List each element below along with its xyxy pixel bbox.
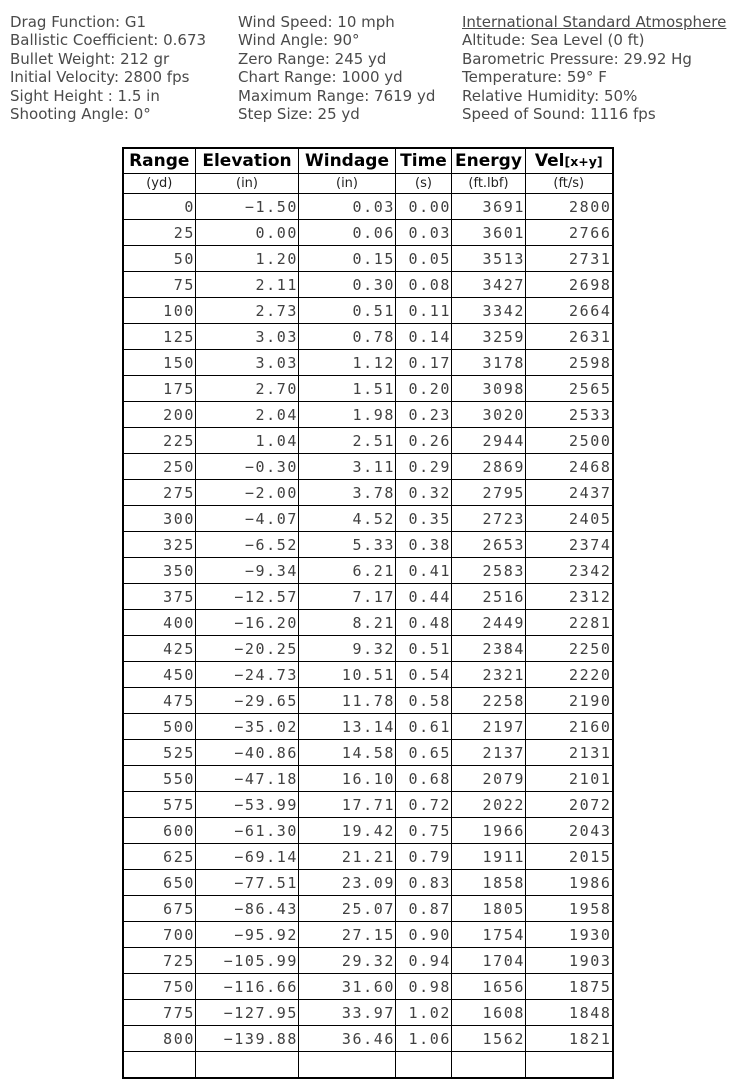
cell-time: 0.17 [396, 350, 452, 376]
cell-elevation: −77.51 [196, 870, 299, 896]
info-line: Wind Angle: 90° [238, 31, 360, 50]
cell-range: 175 [123, 376, 196, 402]
cell-time: 0.58 [396, 688, 452, 714]
table-header-row [123, 148, 613, 174]
cell-vel: 2101 [526, 766, 613, 792]
cell-time: 0.98 [396, 974, 452, 1000]
table-row [123, 1026, 613, 1052]
info-line: Wind Speed: 10 mph [238, 13, 395, 31]
cell-energy: 1704 [452, 948, 526, 974]
cell-time: 0.90 [396, 922, 452, 948]
cell-range: 450 [123, 662, 196, 688]
cell-energy: 1754 [452, 922, 526, 948]
cell-elevation: 1.20 [196, 246, 299, 272]
cell-windage: 2.51 [299, 428, 396, 454]
cell-range: 425 [123, 636, 196, 662]
cell-vel: 2731 [526, 246, 613, 272]
cell-elevation: 2.73 [196, 298, 299, 324]
cell-energy: 3427 [452, 272, 526, 298]
cell-energy: 2258 [452, 688, 526, 714]
cell-vel [526, 1052, 613, 1079]
cell-time: 1.02 [396, 1000, 452, 1026]
cell-energy: 3691 [452, 194, 526, 220]
info-line: Step Size: 25 yd [238, 105, 360, 124]
atmosphere-parameters [462, 13, 726, 123]
cell-energy: 2653 [452, 532, 526, 558]
table-row [123, 662, 613, 688]
cell-range: 400 [123, 610, 196, 636]
cell-range: 300 [123, 506, 196, 532]
cell-elevation: −40.86 [196, 740, 299, 766]
cell-energy: 1656 [452, 974, 526, 1000]
cell-time: 0.29 [396, 454, 452, 480]
cell-range: 600 [123, 818, 196, 844]
column-label: Energy [455, 151, 522, 171]
cell-vel: 2281 [526, 610, 613, 636]
table-units-row [123, 174, 613, 194]
cell-windage: 10.51 [299, 662, 396, 688]
cell-elevation: −139.88 [196, 1026, 299, 1052]
cell-time: 0.00 [396, 194, 452, 220]
cell-energy: 2583 [452, 558, 526, 584]
table-row [123, 272, 613, 298]
cell-energy: 2384 [452, 636, 526, 662]
cell-elevation: −0.30 [196, 454, 299, 480]
cell-elevation: −4.07 [196, 506, 299, 532]
cell-energy: 3178 [452, 350, 526, 376]
table-row [123, 766, 613, 792]
cell-elevation: −6.52 [196, 532, 299, 558]
cell-vel: 2631 [526, 324, 613, 350]
cell-energy: 2723 [452, 506, 526, 532]
column-header-vel [526, 148, 613, 174]
cell-vel: 2342 [526, 558, 613, 584]
cell-windage: 16.10 [299, 766, 396, 792]
cell-range: 50 [123, 246, 196, 272]
column-header-elevation [196, 148, 299, 174]
cell-elevation: −47.18 [196, 766, 299, 792]
column-unit-energy: (ft.lbf) [452, 174, 526, 194]
table-row [123, 636, 613, 662]
cell-vel: 2072 [526, 792, 613, 818]
cell-elevation: −61.30 [196, 818, 299, 844]
cell-energy: 2869 [452, 454, 526, 480]
cell-vel: 2043 [526, 818, 613, 844]
table-row-partial [123, 1052, 613, 1079]
cell-energy: 1562 [452, 1026, 526, 1052]
cell-time: 0.65 [396, 740, 452, 766]
info-line: Maximum Range: 7619 yd [238, 86, 436, 105]
table-row [123, 376, 613, 402]
column-header-range [123, 148, 196, 174]
cell-elevation [196, 1052, 299, 1079]
cell-time: 0.87 [396, 896, 452, 922]
cell-vel: 2800 [526, 194, 613, 220]
cell-windage: 25.07 [299, 896, 396, 922]
cell-elevation: 3.03 [196, 324, 299, 350]
cell-range: 575 [123, 792, 196, 818]
column-unit-range: (yd) [123, 174, 196, 194]
cell-elevation: −9.34 [196, 558, 299, 584]
cell-windage: 17.71 [299, 792, 396, 818]
cell-elevation: −24.73 [196, 662, 299, 688]
info-line: Drag Function: G1 [10, 13, 146, 31]
cell-vel: 2374 [526, 532, 613, 558]
info-line: Barometric Pressure: 29.92 Hg [462, 49, 692, 68]
cell-energy: 3601 [452, 220, 526, 246]
cell-elevation: −127.95 [196, 1000, 299, 1026]
cell-time: 0.03 [396, 220, 452, 246]
table-row [123, 610, 613, 636]
cell-elevation: 2.04 [196, 402, 299, 428]
cell-elevation: −95.92 [196, 922, 299, 948]
info-line: Shooting Angle: 0° [10, 105, 151, 124]
cell-windage: 27.15 [299, 922, 396, 948]
cell-windage: 23.09 [299, 870, 396, 896]
cell-windage: 3.11 [299, 454, 396, 480]
cell-windage: 9.32 [299, 636, 396, 662]
cell-energy: 3259 [452, 324, 526, 350]
cell-range: 675 [123, 896, 196, 922]
cell-vel: 2698 [526, 272, 613, 298]
cell-vel: 2598 [526, 350, 613, 376]
cell-energy: 2137 [452, 740, 526, 766]
cell-time: 0.11 [396, 298, 452, 324]
cell-range: 775 [123, 1000, 196, 1026]
cell-range [123, 1052, 196, 1079]
cell-vel: 2533 [526, 402, 613, 428]
cell-range: 500 [123, 714, 196, 740]
cell-windage: 1.12 [299, 350, 396, 376]
cell-vel: 2220 [526, 662, 613, 688]
cell-range: 225 [123, 428, 196, 454]
cell-vel: 2437 [526, 480, 613, 506]
cell-elevation: 2.70 [196, 376, 299, 402]
table-row [123, 454, 613, 480]
cell-time: 0.44 [396, 584, 452, 610]
cell-energy: 2079 [452, 766, 526, 792]
cell-range: 725 [123, 948, 196, 974]
cell-vel: 1875 [526, 974, 613, 1000]
atmosphere-heading: International Standard Atmosphere [462, 13, 727, 31]
cell-range: 525 [123, 740, 196, 766]
cell-windage: 0.78 [299, 324, 396, 350]
column-header-time [396, 148, 452, 174]
cell-windage: 0.30 [299, 272, 396, 298]
cell-elevation: −35.02 [196, 714, 299, 740]
cell-windage: 14.58 [299, 740, 396, 766]
cell-time: 0.54 [396, 662, 452, 688]
cell-vel: 2405 [526, 506, 613, 532]
cell-energy: 2944 [452, 428, 526, 454]
cell-vel: 1930 [526, 922, 613, 948]
table-row [123, 922, 613, 948]
cell-time: 0.94 [396, 948, 452, 974]
cell-windage: 29.32 [299, 948, 396, 974]
column-header-windage [299, 148, 396, 174]
table-row [123, 948, 613, 974]
column-label: Windage [304, 151, 390, 171]
cell-time: 0.26 [396, 428, 452, 454]
cell-range: 800 [123, 1026, 196, 1052]
cell-windage: 3.78 [299, 480, 396, 506]
cell-range: 275 [123, 480, 196, 506]
cell-range: 550 [123, 766, 196, 792]
table-row [123, 506, 613, 532]
table-row [123, 402, 613, 428]
cell-energy: 2516 [452, 584, 526, 610]
table-row [123, 688, 613, 714]
cell-elevation: −20.25 [196, 636, 299, 662]
info-line: Ballistic Coefficient: 0.673 [10, 31, 207, 50]
cell-range: 475 [123, 688, 196, 714]
cell-elevation: 2.11 [196, 272, 299, 298]
cell-time: 0.68 [396, 766, 452, 792]
cell-elevation: −1.50 [196, 194, 299, 220]
table-row [123, 714, 613, 740]
info-line: Initial Velocity: 2800 fps [10, 68, 190, 87]
cell-range: 650 [123, 870, 196, 896]
cell-windage: 8.21 [299, 610, 396, 636]
table-row [123, 532, 613, 558]
cell-elevation: −16.20 [196, 610, 299, 636]
table-row [123, 324, 613, 350]
cell-windage: 0.51 [299, 298, 396, 324]
info-line: Zero Range: 245 yd [238, 49, 387, 68]
cell-windage: 7.17 [299, 584, 396, 610]
cell-windage [299, 1052, 396, 1079]
cell-range: 125 [123, 324, 196, 350]
cell-elevation: −29.65 [196, 688, 299, 714]
cell-time: 0.14 [396, 324, 452, 350]
column-label-subscript: [x+y] [564, 154, 603, 169]
cell-windage: 1.51 [299, 376, 396, 402]
table-row [123, 558, 613, 584]
cell-windage: 11.78 [299, 688, 396, 714]
cell-time: 0.23 [396, 402, 452, 428]
cell-range: 325 [123, 532, 196, 558]
table-row [123, 792, 613, 818]
table-row [123, 1000, 613, 1026]
ballistics-table [122, 147, 614, 1079]
column-unit-vel: (ft/s) [526, 174, 613, 194]
cell-range: 375 [123, 584, 196, 610]
cell-time: 0.79 [396, 844, 452, 870]
cell-vel: 1821 [526, 1026, 613, 1052]
cell-energy: 3513 [452, 246, 526, 272]
cell-vel: 2766 [526, 220, 613, 246]
cell-windage: 4.52 [299, 506, 396, 532]
cell-windage: 0.06 [299, 220, 396, 246]
column-header-energy [452, 148, 526, 174]
column-label: Vel [534, 151, 565, 171]
cell-windage: 0.03 [299, 194, 396, 220]
cell-vel: 2015 [526, 844, 613, 870]
info-line: Chart Range: 1000 yd [238, 68, 403, 87]
cell-elevation: 1.04 [196, 428, 299, 454]
info-line: Sight Height : 1.5 in [10, 86, 160, 105]
cell-time: 0.35 [396, 506, 452, 532]
cell-windage: 21.21 [299, 844, 396, 870]
cell-time: 0.51 [396, 636, 452, 662]
cell-time: 0.48 [396, 610, 452, 636]
cell-energy: 2795 [452, 480, 526, 506]
cell-range: 0 [123, 194, 196, 220]
cell-range: 200 [123, 402, 196, 428]
cell-vel: 1903 [526, 948, 613, 974]
table-row [123, 480, 613, 506]
cell-vel: 2131 [526, 740, 613, 766]
cell-vel: 2565 [526, 376, 613, 402]
table-row [123, 974, 613, 1000]
cell-energy: 1858 [452, 870, 526, 896]
info-line: Bullet Weight: 212 gr [10, 49, 170, 68]
info-line: Temperature: 59° F [462, 68, 607, 87]
cell-elevation: −105.99 [196, 948, 299, 974]
cell-time: 0.61 [396, 714, 452, 740]
cell-windage: 1.98 [299, 402, 396, 428]
cell-elevation: −12.57 [196, 584, 299, 610]
cell-windage: 6.21 [299, 558, 396, 584]
cell-elevation: 0.00 [196, 220, 299, 246]
cell-elevation: 3.03 [196, 350, 299, 376]
cell-range: 25 [123, 220, 196, 246]
cell-vel: 1986 [526, 870, 613, 896]
table-row [123, 896, 613, 922]
load-parameters [10, 13, 206, 123]
cell-vel: 2312 [526, 584, 613, 610]
cell-time: 0.41 [396, 558, 452, 584]
info-section [0, 0, 735, 147]
cell-energy: 1608 [452, 1000, 526, 1026]
cell-windage: 36.46 [299, 1026, 396, 1052]
column-unit-elevation: (in) [196, 174, 299, 194]
table-row [123, 844, 613, 870]
cell-time: 0.08 [396, 272, 452, 298]
cell-energy: 1805 [452, 896, 526, 922]
table-row [123, 350, 613, 376]
cell-energy: 2321 [452, 662, 526, 688]
cell-windage: 33.97 [299, 1000, 396, 1026]
cell-range: 625 [123, 844, 196, 870]
cell-energy: 3098 [452, 376, 526, 402]
info-line: Altitude: Sea Level (0 ft) [462, 31, 645, 50]
cell-time: 0.72 [396, 792, 452, 818]
cell-range: 150 [123, 350, 196, 376]
table-row [123, 298, 613, 324]
info-line: Relative Humidity: 50% [462, 86, 638, 105]
cell-range: 250 [123, 454, 196, 480]
cell-energy: 3342 [452, 298, 526, 324]
column-label: Range [129, 151, 190, 171]
cell-energy [452, 1052, 526, 1079]
wind-and-range-parameters [238, 13, 435, 123]
cell-time: 0.05 [396, 246, 452, 272]
cell-energy: 1911 [452, 844, 526, 870]
column-label: Elevation [202, 151, 292, 171]
cell-elevation: −53.99 [196, 792, 299, 818]
cell-vel: 1848 [526, 1000, 613, 1026]
cell-energy: 3020 [452, 402, 526, 428]
cell-windage: 13.14 [299, 714, 396, 740]
cell-windage: 0.15 [299, 246, 396, 272]
cell-time: 0.38 [396, 532, 452, 558]
cell-time: 0.20 [396, 376, 452, 402]
cell-elevation: −2.00 [196, 480, 299, 506]
table-row [123, 246, 613, 272]
table-row [123, 194, 613, 220]
cell-time: 0.83 [396, 870, 452, 896]
cell-elevation: −69.14 [196, 844, 299, 870]
cell-time [396, 1052, 452, 1079]
cell-vel: 2664 [526, 298, 613, 324]
cell-range: 350 [123, 558, 196, 584]
table-row [123, 870, 613, 896]
cell-range: 700 [123, 922, 196, 948]
table-row [123, 818, 613, 844]
cell-energy: 2022 [452, 792, 526, 818]
table-row [123, 584, 613, 610]
cell-elevation: −116.66 [196, 974, 299, 1000]
cell-energy: 2449 [452, 610, 526, 636]
column-unit-windage: (in) [299, 174, 396, 194]
cell-energy: 1966 [452, 818, 526, 844]
info-line: Speed of Sound: 1116 fps [462, 105, 656, 124]
cell-energy: 2197 [452, 714, 526, 740]
cell-time: 1.06 [396, 1026, 452, 1052]
cell-range: 750 [123, 974, 196, 1000]
cell-vel: 2468 [526, 454, 613, 480]
cell-time: 0.32 [396, 480, 452, 506]
column-label: Time [400, 151, 447, 171]
cell-windage: 31.60 [299, 974, 396, 1000]
cell-windage: 19.42 [299, 818, 396, 844]
cell-vel: 2500 [526, 428, 613, 454]
cell-range: 75 [123, 272, 196, 298]
cell-elevation: −86.43 [196, 896, 299, 922]
cell-vel: 2250 [526, 636, 613, 662]
cell-windage: 5.33 [299, 532, 396, 558]
cell-time: 0.75 [396, 818, 452, 844]
cell-range: 100 [123, 298, 196, 324]
cell-vel: 1958 [526, 896, 613, 922]
table-row [123, 428, 613, 454]
table-row [123, 740, 613, 766]
cell-vel: 2160 [526, 714, 613, 740]
column-unit-time: (s) [396, 174, 452, 194]
table-row [123, 220, 613, 246]
cell-vel: 2190 [526, 688, 613, 714]
